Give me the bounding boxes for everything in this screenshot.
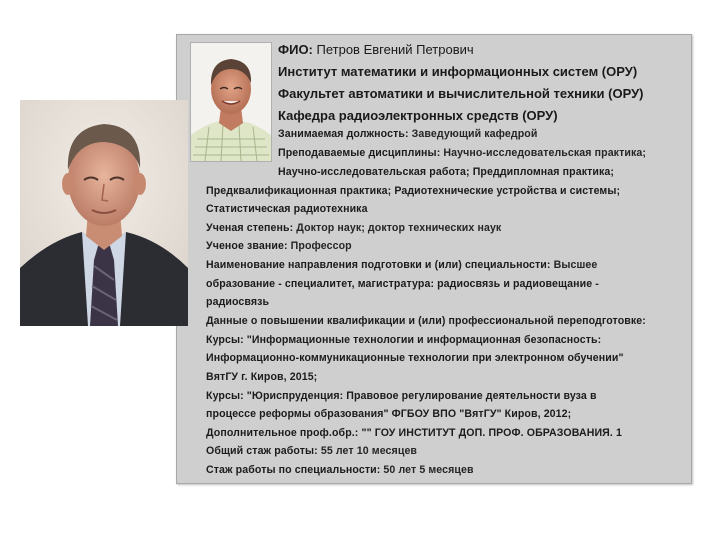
disciplines-line: [278, 147, 646, 159]
disciplines-line-3: Предквалификационная практика; Радиотехнические устройства и системы;: [206, 185, 621, 197]
qualification-label: Данные о повышении квалификации и (или) профессиональной переподготовке:: [206, 315, 646, 327]
academic-title-value: Профессор: [287, 240, 352, 252]
position-label: Занимаемая должность:: [278, 128, 409, 140]
fio-value: Петров Евгений Петрович: [312, 42, 474, 57]
additional-education-line: Дополнительное проф.обр.: "" ГОУ ИНСТИТУТ ДОП. ПРОФ. ОБРАЗОВАНИЯ. 1: [206, 427, 622, 439]
degree-value: Доктор наук; доктор технических наук: [293, 222, 502, 234]
institute-line: Институт математики и информационных систем (ОРУ): [278, 64, 638, 79]
direction-value: Высшее: [550, 259, 598, 271]
department-line: Кафедра радиоэлектронных средств (ОРУ): [278, 108, 558, 123]
direction-label: Наименование направления подготовки и (или) специальности:: [206, 259, 551, 271]
specialty-experience-value: 50 лет 5 месяцев: [380, 464, 474, 476]
academic-title-label: Ученое звание:: [206, 240, 288, 252]
total-experience-value: 55 лет 10 месяцев: [317, 445, 418, 457]
fio-label: ФИО:: [278, 42, 313, 57]
fio-line: [278, 42, 474, 57]
total-experience-label: Общий стаж работы:: [206, 445, 318, 457]
disciplines-label: Преподаваемые дисциплины:: [278, 147, 441, 159]
position-value: Заведующий кафедрой: [408, 128, 538, 140]
courses-1-line-1: Курсы: "Информационные технологии и информационная безопасность:: [206, 334, 602, 346]
degree-line: [206, 222, 501, 234]
specialty-experience-label: Стаж работы по специальности:: [206, 464, 381, 476]
total-experience-line: [206, 445, 417, 457]
position-line: [278, 128, 537, 140]
specialty-experience-line: [206, 464, 474, 476]
direction-line-3: радиосвязь: [206, 296, 270, 308]
academic-title-line: [206, 240, 352, 252]
disciplines-line-2: Научно-исследовательская работа; Преддипломная практика;: [278, 166, 615, 178]
faculty-line: Факультет автоматики и вычислительной техники (ОРУ): [278, 86, 644, 101]
courses-2-line-1: Курсы: "Юриспруденция: Правовое регулирование деятельности вуза в: [206, 390, 597, 402]
disciplines-line-4: Статистическая радиотехника: [206, 203, 368, 215]
courses-1-line-2: Информационно-коммуникационные технологии при электронном обучении": [206, 352, 624, 364]
degree-label: Ученая степень:: [206, 222, 294, 234]
direction-line-2: образование - специалитет, магистратура: радиосвязь и радиовещание -: [206, 278, 599, 290]
portrait-photo-small: [190, 42, 272, 162]
portrait-photo-large: [20, 100, 188, 326]
direction-line: [206, 259, 597, 271]
courses-1-line-3: ВятГУ г. Киров, 2015;: [206, 371, 318, 383]
disciplines-value: Научно-исследовательская практика;: [440, 147, 647, 159]
courses-2-line-2: процессе реформы образования" ФГБОУ ВПО "ВятГУ" Киров, 2012;: [206, 408, 572, 420]
